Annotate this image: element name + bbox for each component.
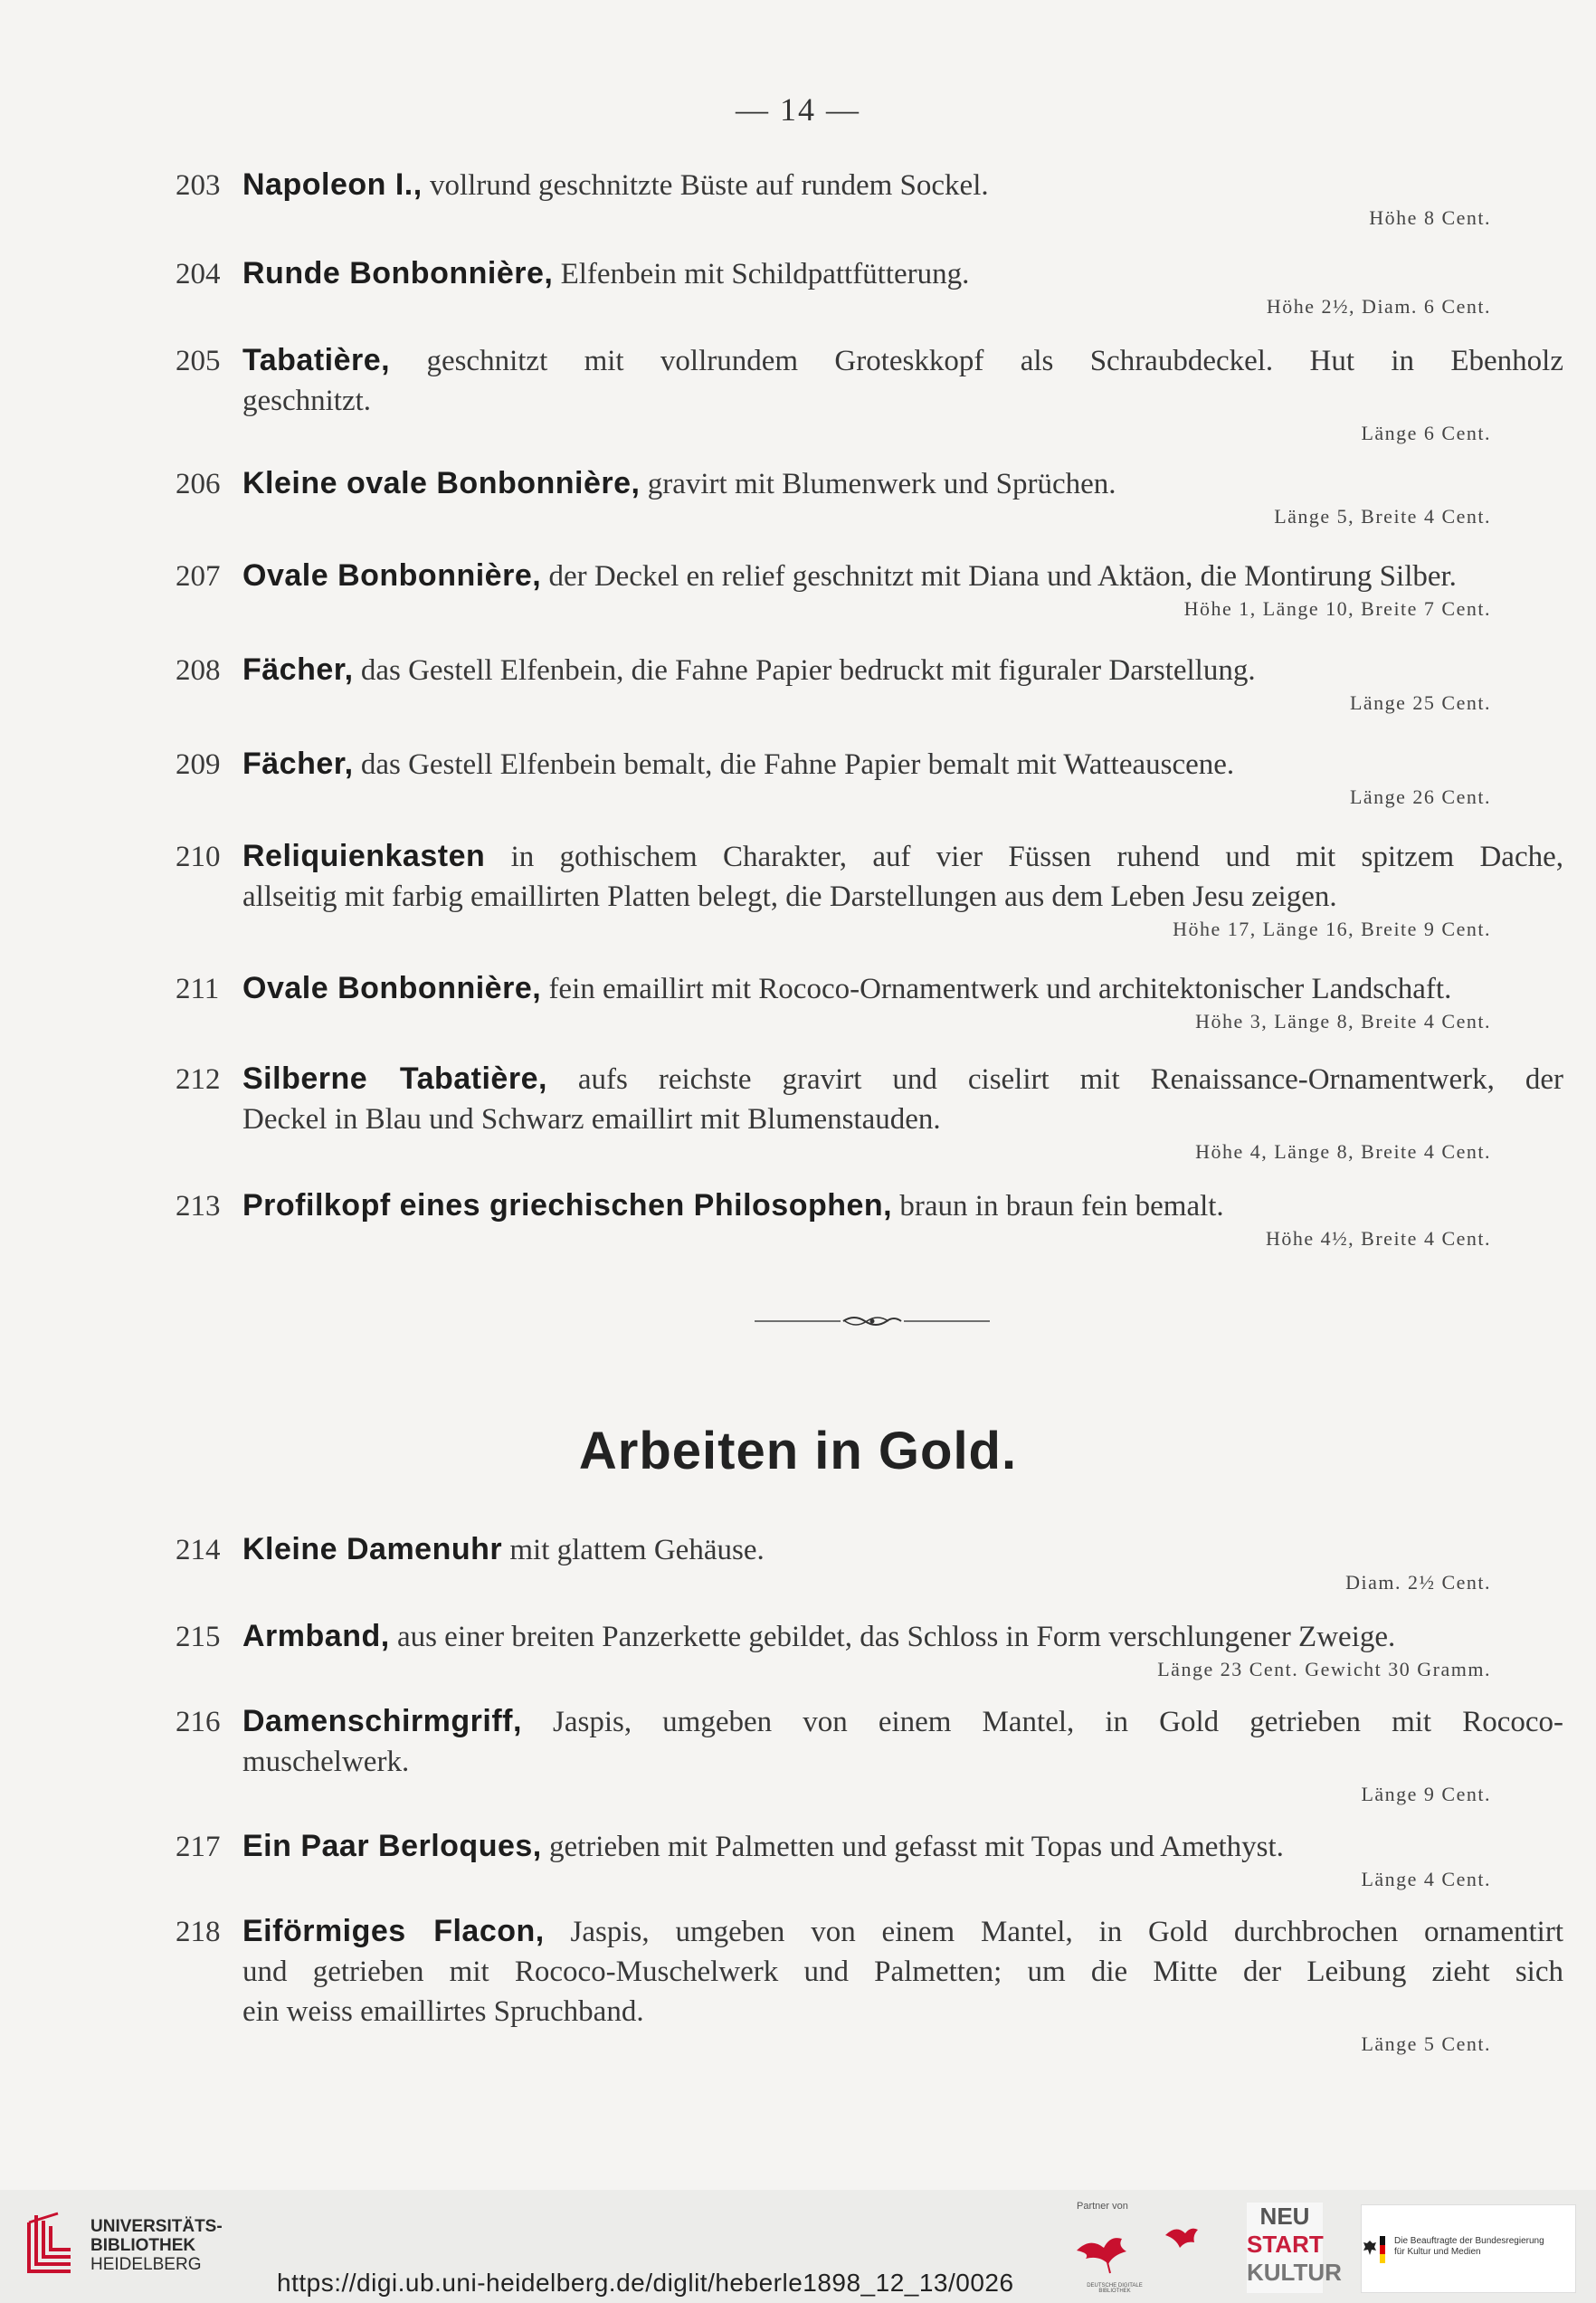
entry-dimensions: Länge 25 Cent. [1349, 691, 1491, 714]
entry-line [176, 1616, 1563, 1657]
german-flag-icon [1380, 2236, 1385, 2263]
entry-number: 205 [176, 345, 221, 377]
entry-line [176, 165, 1563, 205]
entry-title: Fächer, [242, 652, 354, 687]
entry-number: 204 [176, 258, 221, 290]
entry-description: getrieben mit Palmetten und gefasst mit Topas und Amethyst. [541, 1831, 1284, 1863]
entry-line: ein weiss emaillirtes Spruchband. [242, 1995, 644, 2028]
catalog-entry [176, 340, 1563, 444]
entry-number: 215 [176, 1621, 221, 1653]
entry-description: fein emaillirt mit Rococo-Ornamentwerk und architektonischer Landschaft. [541, 973, 1452, 1005]
viewer-footer [0, 2190, 1596, 2303]
entry-dimensions: Höhe 8 Cent. [1369, 206, 1491, 229]
bkm-line-2: für Kultur und Medien [1394, 2247, 1481, 2257]
entry-title: Damenschirmgriff, [242, 1704, 522, 1738]
catalog-entry [176, 556, 1563, 620]
entry-dimensions: Höhe 17, Länge 16, Breite 9 Cent. [1173, 918, 1491, 940]
ub-heidelberg-logo-icon[interactable] [16, 2208, 89, 2280]
catalog-entry [176, 650, 1563, 714]
entry-dimensions: Höhe 4, Länge 8, Breite 4 Cent. [1195, 1140, 1491, 1163]
section-title: Arbeiten in Gold. [578, 1422, 1018, 1480]
catalog-entry [176, 1059, 1564, 1163]
entry-line: muschelwerk. [242, 1746, 410, 1778]
entry-line [176, 253, 1563, 294]
entry-title: Kleine ovale Bonbonnière, [242, 466, 641, 500]
bkm-line-1: Die Beauftragte der Bundesregierung [1394, 2236, 1544, 2246]
entry-description: aus einer breiten Panzerkette gebildet, das Schloss in Form verschlungener Zweige. [389, 1621, 1396, 1653]
bkm-text [1394, 2236, 1544, 2258]
eagle-icon [1363, 2240, 1377, 2256]
entry-number: 207 [176, 560, 221, 593]
entry-description: Jaspis, umgeben von einem Mantel, in Gold durchbrochen ornamentirt [544, 1916, 1563, 1948]
entry-dimensions: Länge 23 Cent. Gewicht 30 Gramm. [1157, 1658, 1491, 1680]
entry-description: das Gestell Elfenbein, die Fahne Papier bedruckt mit figuraler Darstellung. [353, 654, 1256, 687]
bird-logo-icon[interactable] [1158, 2217, 1203, 2262]
entry-number: 209 [176, 748, 221, 781]
entry-dimensions: Länge 6 Cent. [1361, 422, 1491, 444]
entry-dimensions: Höhe 2½, Diam. 6 Cent. [1266, 295, 1491, 318]
entry-title: Kleine Damenuhr [242, 1532, 503, 1566]
entry-description: das Gestell Elfenbein bemalt, die Fahne Papier bemalt mit Watteauscene. [353, 748, 1235, 781]
entry-number: 216 [176, 1706, 221, 1738]
entry-dimensions: Länge 9 Cent. [1361, 1783, 1491, 1805]
entry-dimensions: Höhe 1, Länge 10, Breite 7 Cent. [1183, 597, 1491, 620]
entry-title: Fächer, [242, 747, 354, 781]
catalog-entry [176, 1616, 1563, 1680]
ub-heidelberg-wordmark[interactable] [90, 2217, 223, 2274]
entry-title: Profilkopf eines griechischen Philosophen, [242, 1188, 893, 1223]
entry-number: 213 [176, 1190, 221, 1223]
ornament-divider-icon [755, 1312, 990, 1330]
entry-line: allseitig mit farbig emaillirten Platten belegt, die Darstellungen aus dem Leben Jesu zeigen. [242, 880, 1337, 913]
entry-description: gravirt mit Blumenwerk und Sprüchen. [640, 468, 1116, 500]
entry-description: der Deckel en relief geschnitzt mit Diana und Aktäon, die Montirung Silber. [541, 560, 1457, 593]
entry-line: geschnitzt. [242, 385, 372, 417]
catalog-entry [176, 1826, 1563, 1890]
entry-title: Eiförmiges Flacon, [242, 1914, 545, 1948]
ub-line-1: UNIVERSITÄTS- [90, 2217, 223, 2236]
neustart-word-1: NEU [1259, 2203, 1310, 2230]
catalog-entry [176, 463, 1563, 528]
neustart-word-3: KULTUR [1247, 2259, 1342, 2286]
entry-dimensions: Länge 26 Cent. [1349, 785, 1491, 808]
entry-number: 208 [176, 654, 221, 687]
entry-title: Ovale Bonbonnière, [242, 558, 542, 593]
entry-line [176, 744, 1563, 785]
entry-line [176, 836, 1563, 877]
catalog-entry [176, 253, 1563, 318]
entry-dimensions: Diam. 2½ Cent. [1345, 1571, 1491, 1594]
catalog-entry [176, 1701, 1563, 1805]
ub-line-2: BIBLIOTHEK [90, 2236, 196, 2255]
entry-number: 212 [176, 1063, 221, 1096]
catalog-entry [176, 744, 1563, 808]
entry-dimensions: Länge 5 Cent. [1361, 2032, 1491, 2055]
entry-title: Runde Bonbonnière, [242, 256, 554, 290]
entry-description: vollrund geschnitzte Büste auf rundem Sockel. [422, 169, 989, 202]
entry-title: Armband, [242, 1619, 390, 1653]
catalog-entry [176, 1911, 1563, 2055]
entry-title: Ovale Bonbonnière, [242, 971, 542, 1005]
entry-description: geschnitzt mit vollrundem Groteskkopf als Schraubdeckel. Hut in Ebenholz [390, 345, 1563, 377]
entry-number: 217 [176, 1831, 221, 1863]
entry-description: in gothischem Charakter, auf vier Füssen ruhend und mit spitzem Dache, [485, 841, 1563, 873]
neustart-word-2: START [1247, 2231, 1324, 2258]
catalog-entry [176, 836, 1563, 940]
entry-description: Elfenbein mit Schildpattfütterung. [553, 258, 970, 290]
entry-line [176, 1701, 1563, 1742]
permalink-url[interactable]: https://digi.ub.uni-heidelberg.de/diglit/heberle1898_12_13/0026 [277, 2269, 1014, 2297]
entry-title: Silberne Tabatière, [242, 1061, 547, 1096]
entry-number: 206 [176, 468, 221, 500]
entry-line [176, 1185, 1563, 1226]
catalog-entry [176, 1185, 1563, 1250]
catalog-entry [176, 165, 1563, 229]
ub-line-3: HEIDELBERG [90, 2255, 202, 2274]
entry-dimensions: Länge 4 Cent. [1361, 1868, 1491, 1890]
entry-line [176, 1529, 1563, 1570]
entry-line [176, 968, 1563, 1009]
entry-line [176, 650, 1563, 690]
entry-line [176, 556, 1563, 596]
entry-line [176, 340, 1563, 381]
entry-description: mit glattem Gehäuse. [502, 1534, 765, 1566]
ddb-logo-icon[interactable] [1072, 2219, 1145, 2282]
entry-line [176, 1826, 1563, 1867]
entry-number: 218 [176, 1916, 221, 1948]
entry-title: Tabatière, [242, 343, 391, 377]
ddb-caption: DEUTSCHE DIGITALE BIBLIOTHEK [1087, 2283, 1143, 2294]
entry-dimensions: Höhe 4½, Breite 4 Cent. [1266, 1227, 1491, 1250]
entry-title: Napoleon I., [242, 167, 423, 202]
entry-number: 210 [176, 841, 221, 873]
entry-number: 214 [176, 1534, 221, 1566]
entry-description: Jaspis, umgeben von einem Mantel, in Gold getrieben mit Rococo- [521, 1706, 1563, 1738]
bkm-logo[interactable] [1361, 2204, 1576, 2293]
catalog-entry [176, 968, 1563, 1033]
entry-title: Reliquienkasten [242, 839, 486, 873]
entry-description: aufs reichste gravirt und ciselirt mit Renaissance-Ornamentwerk, der [546, 1063, 1564, 1096]
catalog-entry [176, 1529, 1563, 1594]
entry-number: 211 [176, 973, 220, 1005]
entry-line [176, 1911, 1563, 1952]
entry-dimensions: Länge 5, Breite 4 Cent. [1274, 505, 1491, 528]
entry-description: braun in braun fein bemalt. [892, 1190, 1224, 1223]
entry-number: 203 [176, 169, 221, 202]
entry-line: Deckel in Blau und Schwarz emaillirt mit Blumenstauden. [242, 1103, 941, 1136]
neustart-kultur-logo[interactable] [1247, 2203, 1342, 2293]
partner-label: Partner von [1077, 2201, 1128, 2212]
entry-line [176, 1059, 1563, 1099]
entry-title: Ein Paar Berloques, [242, 1829, 542, 1863]
entry-dimensions: Höhe 3, Länge 8, Breite 4 Cent. [1195, 1010, 1491, 1033]
entry-line: und getrieben mit Rococo-Muschelwerk und Palmetten; um die Mitte der Leibung zieht sich [242, 1956, 1563, 1988]
entry-line [176, 463, 1563, 504]
page-number: — 14 — [736, 91, 860, 128]
